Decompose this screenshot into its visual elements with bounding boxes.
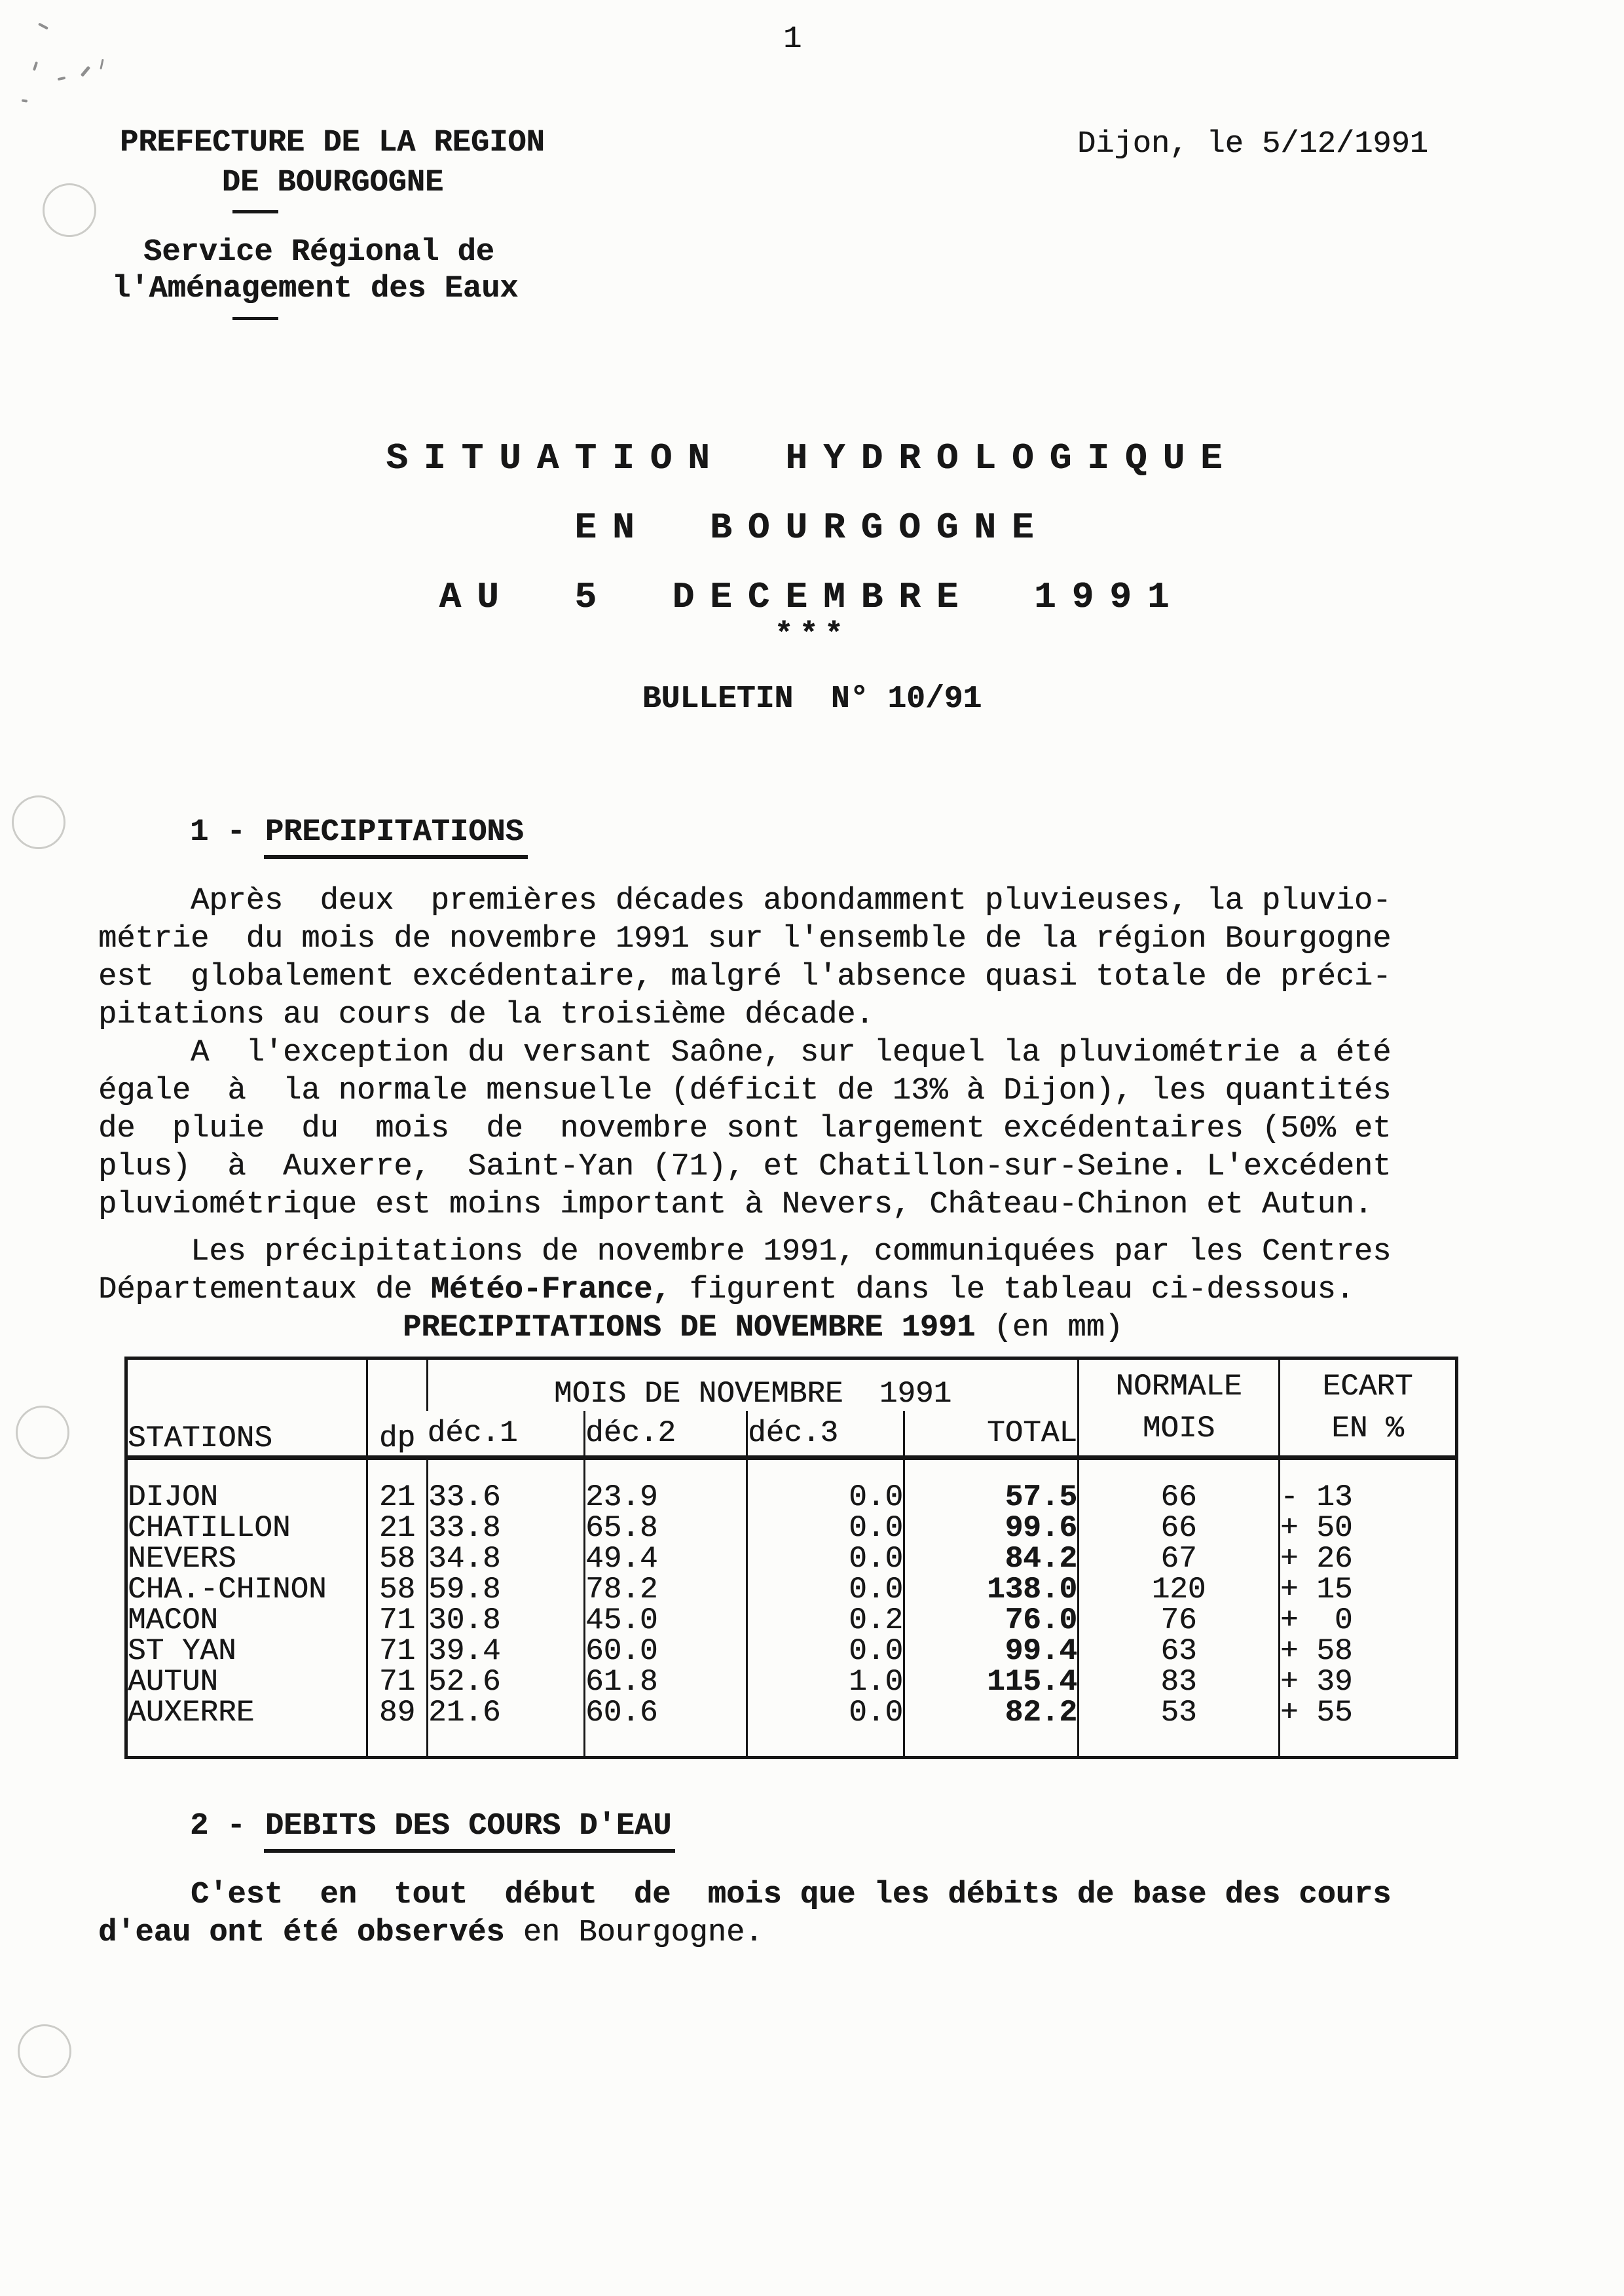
total-value: 138.0 xyxy=(904,1575,1079,1605)
letterhead-service-line-1: Service Régional de xyxy=(143,235,494,270)
section-precipitations xyxy=(98,815,1405,1309)
section-1-heading xyxy=(190,815,1405,859)
text-segment: figurent dans le tableau ci-dessous. xyxy=(671,1273,1354,1307)
pen-mark xyxy=(81,65,90,77)
dp-value: 21 xyxy=(367,1458,428,1514)
text-segment: en Bourgogne. xyxy=(523,1916,764,1950)
paragraph-line: Les précipitations de novembre 1991, communiquées par les Centres xyxy=(98,1235,1392,1269)
normale-value: 83 xyxy=(1079,1667,1280,1698)
total-value: 84.2 xyxy=(904,1544,1079,1575)
total-value: 99.4 xyxy=(904,1636,1079,1667)
table-row xyxy=(126,1575,1457,1605)
bulletin-number: BULLETIN N° 10/91 xyxy=(642,682,982,717)
table-title-unit: (en mm) xyxy=(975,1311,1123,1345)
dec1-value: 34.8 xyxy=(428,1544,585,1575)
column-header-dp: dp xyxy=(367,1358,428,1458)
pen-mark xyxy=(22,99,28,102)
hole-punch-mark xyxy=(43,183,96,237)
total-value: 115.4 xyxy=(904,1667,1079,1698)
dec3-value: 0.0 xyxy=(747,1513,904,1544)
column-header-ecart xyxy=(1280,1358,1457,1458)
precipitations-table xyxy=(124,1357,1458,1759)
table-row xyxy=(126,1513,1457,1544)
text-segment: Départementaux de xyxy=(98,1273,431,1307)
column-header-normale xyxy=(1079,1358,1280,1458)
total-value: 99.6 xyxy=(904,1513,1079,1544)
normale-value: 120 xyxy=(1079,1575,1280,1605)
dp-value: 71 xyxy=(367,1605,428,1636)
title-stars: *** xyxy=(774,618,850,653)
paragraph-line: plus) à Auxerre, Saint-Yan (71), et Chatillon-sur-Seine. L'excédent xyxy=(98,1150,1392,1184)
document-title-line-2: EN BOURGOGNE xyxy=(574,507,1050,549)
table-row xyxy=(126,1544,1457,1575)
paragraph-line: Après deux premières décades abondamment pluvieuses, la pluvio- xyxy=(98,884,1392,919)
table-row xyxy=(126,1698,1457,1758)
station-name: MACON xyxy=(128,1603,219,1637)
table-row xyxy=(126,1636,1457,1667)
column-header-dec2: déc.2 xyxy=(585,1411,747,1458)
column-group-header-mois: MOIS DE NOVEMBRE 1991 xyxy=(428,1358,1079,1411)
paragraph-line: A l'exception du versant Saône, sur lequel la pluviométrie a été xyxy=(98,1036,1392,1070)
paragraph-line: métrie du mois de novembre 1991 sur l'ensemble de la région Bourgogne xyxy=(98,922,1392,957)
paragraph-meteo-france xyxy=(98,1233,1405,1309)
hole-punch-mark xyxy=(16,1406,69,1459)
ecart-value: + 15 xyxy=(1280,1575,1457,1605)
dateline: Dijon, le 5/12/1991 xyxy=(1077,127,1428,162)
paragraph-line xyxy=(98,1914,1405,1952)
dec3-value: 1.0 xyxy=(747,1667,904,1698)
normale-value: 67 xyxy=(1079,1544,1280,1575)
table-row xyxy=(126,1458,1457,1514)
station-name: AUTUN xyxy=(128,1665,219,1699)
dec1-value: 59.8 xyxy=(428,1575,585,1605)
dec3-value: 0.0 xyxy=(747,1698,904,1758)
dp-value: 21 xyxy=(367,1513,428,1544)
section-2-heading xyxy=(190,1809,1405,1853)
total-value: 76.0 xyxy=(904,1605,1079,1636)
station-name: CHA.-CHINON xyxy=(128,1573,327,1607)
paragraph-line: égale à la normale mensuelle (déficit de 13% à Dijon), les quantités xyxy=(98,1074,1392,1108)
ecart-value: + 39 xyxy=(1280,1667,1457,1698)
column-header-dec3: déc.3 xyxy=(747,1411,904,1458)
column-header-stations: STATIONS xyxy=(126,1358,367,1458)
ecart-value: + 58 xyxy=(1280,1636,1457,1667)
dec1-value: 39.4 xyxy=(428,1636,585,1667)
hole-punch-mark xyxy=(18,2024,71,2078)
dec2-value: 65.8 xyxy=(585,1513,747,1544)
paragraph-debits xyxy=(98,1876,1405,1952)
table-row xyxy=(126,1667,1457,1698)
total-value: 82.2 xyxy=(904,1698,1079,1758)
dec1-value: 33.6 xyxy=(428,1458,585,1514)
normale-value: 53 xyxy=(1079,1698,1280,1758)
ecart-value: - 13 xyxy=(1280,1458,1457,1514)
normale-value: 66 xyxy=(1079,1458,1280,1514)
dec1-value: 30.8 xyxy=(428,1605,585,1636)
ecart-value: + 26 xyxy=(1280,1544,1457,1575)
letterhead-divider xyxy=(232,210,278,213)
dec2-value: 49.4 xyxy=(585,1544,747,1575)
ecart-value: + 0 xyxy=(1280,1605,1457,1636)
letterhead-org-line-1: PREFECTURE DE LA REGION xyxy=(120,126,545,160)
header-line: EN % xyxy=(1331,1412,1404,1446)
section-1-title: PRECIPITATIONS xyxy=(264,815,528,859)
section-1-number: 1 - xyxy=(190,815,264,850)
title-block xyxy=(0,437,1624,717)
paragraph-precipitations xyxy=(98,883,1405,1224)
dec3-value: 0.2 xyxy=(747,1605,904,1636)
pen-mark xyxy=(38,22,48,29)
normale-value: 63 xyxy=(1079,1636,1280,1667)
station-name: DIJON xyxy=(128,1480,219,1514)
table-title-main: PRECIPITATIONS DE NOVEMBRE 1991 xyxy=(403,1311,976,1345)
dec2-value: 61.8 xyxy=(585,1667,747,1698)
dp-value: 71 xyxy=(367,1636,428,1667)
dp-value: 89 xyxy=(367,1698,428,1758)
dec2-value: 60.6 xyxy=(585,1698,747,1758)
total-value: 57.5 xyxy=(904,1458,1079,1514)
paragraph-line: de pluie du mois de novembre sont largement excédentaires (50% et xyxy=(98,1112,1392,1146)
station-name: ST YAN xyxy=(128,1634,236,1668)
header-line: NORMALE xyxy=(1115,1370,1242,1404)
dp-value: 58 xyxy=(367,1544,428,1575)
dp-value: 71 xyxy=(367,1667,428,1698)
section-2-title: DEBITS DES COURS D'EAU xyxy=(264,1809,676,1853)
dec1-value: 21.6 xyxy=(428,1698,585,1758)
dec3-value: 0.0 xyxy=(747,1636,904,1667)
pen-mark xyxy=(58,77,66,81)
page-number: 1 xyxy=(783,22,802,57)
section-debits xyxy=(98,1809,1405,1952)
dp-value: 58 xyxy=(367,1575,428,1605)
pen-mark xyxy=(33,62,38,71)
hole-punch-mark xyxy=(12,795,65,849)
letterhead-service-line-2: l'Aménagement des Eaux xyxy=(112,272,519,306)
column-header-total: TOTAL xyxy=(904,1411,1079,1458)
section-2-number: 2 - xyxy=(190,1809,264,1844)
station-name: AUXERRE xyxy=(128,1696,255,1730)
dec2-value: 60.0 xyxy=(585,1636,747,1667)
dec1-value: 52.6 xyxy=(428,1667,585,1698)
dec2-value: 23.9 xyxy=(585,1458,747,1514)
pen-mark xyxy=(100,59,103,69)
ecart-value: + 55 xyxy=(1280,1698,1457,1758)
paragraph-line: C'est en tout début de mois que les débits de base des cours xyxy=(98,1878,1392,1912)
station-name: CHATILLON xyxy=(128,1511,291,1545)
dec1-value: 33.8 xyxy=(428,1513,585,1544)
normale-value: 66 xyxy=(1079,1513,1280,1544)
column-header-dec1: déc.1 xyxy=(428,1411,585,1458)
letterhead xyxy=(112,123,545,320)
dec3-value: 0.0 xyxy=(747,1544,904,1575)
table-row xyxy=(126,1605,1457,1636)
letterhead-divider xyxy=(232,317,278,320)
station-name: NEVERS xyxy=(128,1542,236,1576)
dec2-value: 78.2 xyxy=(585,1575,747,1605)
paragraph-line: pitations au cours de la troisième décade. xyxy=(98,998,874,1032)
dec2-value: 45.0 xyxy=(585,1605,747,1636)
normale-value: 76 xyxy=(1079,1605,1280,1636)
table-title xyxy=(0,1311,1526,1345)
document-title-line-3: AU 5 DECEMBRE 1991 xyxy=(439,576,1185,618)
ecart-value: + 50 xyxy=(1280,1513,1457,1544)
paragraph-line: pluviométrique est moins important à Nevers, Château-Chinon et Autun. xyxy=(98,1188,1373,1222)
text-segment: d'eau ont été observés xyxy=(98,1916,523,1950)
letterhead-org-line-2: DE BOURGOGNE xyxy=(221,166,444,200)
meteo-france-emphasis: Météo-France, xyxy=(430,1273,671,1307)
dec3-value: 0.0 xyxy=(747,1575,904,1605)
document-title-line-1: SITUATION HYDROLOGIQUE xyxy=(386,437,1238,479)
paragraph-line: est globalement excédentaire, malgré l'absence quasi totale de préci- xyxy=(98,960,1392,994)
paragraph-line xyxy=(98,1271,1405,1309)
header-line: MOIS xyxy=(1142,1412,1215,1446)
header-line: ECART xyxy=(1322,1370,1413,1404)
dec3-value: 0.0 xyxy=(747,1458,904,1514)
